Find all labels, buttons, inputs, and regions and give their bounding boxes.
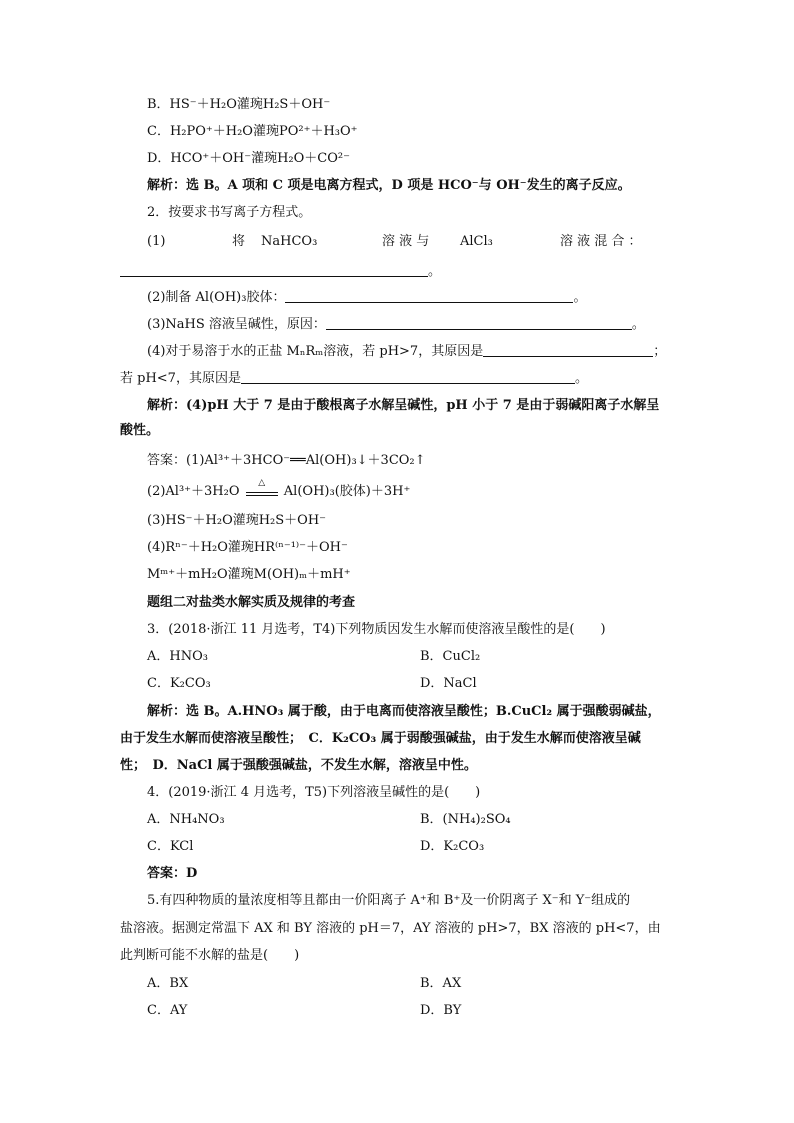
q3-option-a: A．HNO₃ — [147, 649, 208, 664]
answer-4b: Mᵐ⁺＋mH₂O灌琬M(OH)ₘ＋mH⁺ — [147, 567, 351, 582]
answer-4a: (4)Rⁿ⁻＋H₂O灌琬HR⁽ⁿ⁻¹⁾⁻＋OH⁻ — [147, 540, 348, 555]
question-3: 3．(2018·浙江 11 月选考，T4)下列物质因发生水解而使溶液呈酸性的是( ) — [147, 622, 606, 637]
q2-part2-blank — [285, 288, 573, 303]
q2-part4b-blank — [241, 369, 575, 384]
q2-part4b-period: 。 — [574, 371, 588, 386]
answer-1: 答案：(1)Al³⁺＋3HCO⁻══Al(OH)₃↓＋3CO₂↑ — [147, 453, 426, 468]
q3-analysis-2: 由于发生水解而使溶液呈酸性； C．K₂CO₃ 属于弱酸强碱盐，由于发生水解而使溶液呈碱 — [120, 731, 641, 746]
q2-part2-text: (2)制备 Al(OH)₃胶体： — [147, 290, 286, 305]
question-4: 4．(2019·浙江 4 月选考，T5)下列溶液呈碱性的是( ) — [147, 785, 481, 800]
q2-part4 — [147, 342, 666, 361]
q4-option-d: D．K₂CO₃ — [420, 839, 485, 854]
q3-analysis-1: 解析：选 B。A.HNO₃ 属于酸，由于电离而使溶液呈酸性；B.CuCl₂ 属于强酸弱碱盐， — [147, 704, 661, 719]
q4-options-row2 — [147, 838, 647, 856]
q2-part4-semicolon: ； — [653, 344, 667, 359]
q2-part4-blank — [483, 342, 653, 357]
q2-part4-text: (4)对于易溶于水的正盐 MₙRₘ溶液，若 pH>7，其原因是 — [147, 344, 484, 359]
q2-part1-period: 。 — [428, 264, 442, 279]
q2-part1-answer-line — [120, 262, 441, 281]
q2-part2 — [147, 288, 586, 307]
q2-part1-word-e: 溶 液 混 合 ： — [560, 234, 642, 249]
q2-title: 2．按要求书写离子方程式。 — [147, 205, 312, 220]
group-2-heading: 题组二对盐类水解实质及规律的考查 — [147, 595, 356, 610]
q2-part3-text: (3)NaHS 溶液呈碱性，原因： — [147, 317, 326, 332]
q2-part1-word-c: 溶 液 与 — [382, 234, 430, 249]
q5-option-d: D．BY — [420, 1003, 462, 1018]
q3-option-d: D．NaCl — [420, 676, 477, 691]
q1-analysis: 解析：选 B。A 项和 C 项是电离方程式，D 项是 HCO⁻与 OH⁻发生的离子反应。 — [147, 178, 631, 193]
q4-option-b: B．(NH₄)₂SO₄ — [420, 812, 511, 827]
option-d-line: D．HCO⁺＋OH⁻灌琬H₂O＋CO²⁻ — [147, 151, 350, 166]
option-b-line: B．HS⁻＋H₂O灌琬H₂S＋OH⁻ — [147, 97, 331, 112]
q2-analysis-line1: 解析：(4)pH 大于 7 是由于酸根离子水解呈碱性，pH 小于 7 是由于弱碱阳离子水解呈 — [147, 398, 660, 413]
q4-option-a: A．NH₄NO₃ — [147, 812, 225, 827]
q2-part4b-text: 若 pH<7，其原因是 — [120, 371, 241, 386]
answer-2-right: Al(OH)₃(胶体)＋3H⁺ — [283, 484, 411, 499]
delta-symbol: △ — [258, 478, 266, 488]
q2-part1-word-a: 将 — [232, 234, 246, 249]
answer-3: (3)HS⁻＋H₂O灌琬H₂S＋OH⁻ — [147, 513, 327, 528]
q3-option-b: B．CuCl₂ — [420, 649, 481, 664]
q2-part1-word-d: AlCl₃ — [460, 234, 493, 249]
q4-options-row1 — [147, 811, 647, 829]
q2-part1-blank — [120, 262, 428, 277]
answer-2 — [147, 478, 411, 501]
q2-part1-number: (1) — [147, 234, 166, 249]
q3-option-c: C．K₂CO₃ — [147, 676, 211, 691]
q5-option-b: B．AX — [420, 976, 462, 991]
question-5-line2: 盐溶液。据测定常温下 AX 和 BY 溶液的 pH＝7，AY 溶液的 pH>7，BX 溶液的 pH<7，由 — [120, 921, 661, 936]
q5-option-a: A．BX — [147, 976, 189, 991]
q2-part3-period: 。 — [631, 317, 645, 332]
q2-part2-period: 。 — [573, 290, 587, 305]
heat-arrow — [244, 478, 280, 501]
q2-part1-word-b: NaHCO₃ — [261, 234, 318, 249]
q3-analysis-3: 性； D．NaCl 属于强酸强碱盐，不发生水解，溶液呈中性。 — [120, 758, 477, 773]
q2-part3 — [147, 315, 645, 334]
q2-part3-blank — [326, 315, 632, 330]
q2-part1 — [147, 233, 667, 251]
q5-options-row1 — [147, 975, 647, 993]
q4-option-c: C．KCl — [147, 839, 194, 854]
answer-2-left: (2)Al³⁺＋3H₂O — [147, 484, 240, 499]
q4-answer: 答案：D — [147, 866, 198, 881]
question-5-line3: 此判断可能不水解的盐是( ) — [120, 948, 300, 963]
q5-option-c: C．AY — [147, 1003, 188, 1018]
q5-options-row2 — [147, 1002, 647, 1020]
option-c-line: C．H₂PO⁺＋H₂O灌琬PO²⁺＋H₃O⁺ — [147, 124, 358, 139]
q3-options-row2 — [147, 675, 647, 693]
question-5-line1: 5.有四种物质的量浓度相等且都由一价阳离子 A⁺和 B⁺及一价阴离子 X⁻和 Y⁻组成的 — [147, 893, 631, 908]
q3-options-row1 — [147, 648, 647, 666]
q2-part4b — [120, 369, 588, 388]
q2-analysis-line2: 酸性。 — [120, 423, 160, 438]
